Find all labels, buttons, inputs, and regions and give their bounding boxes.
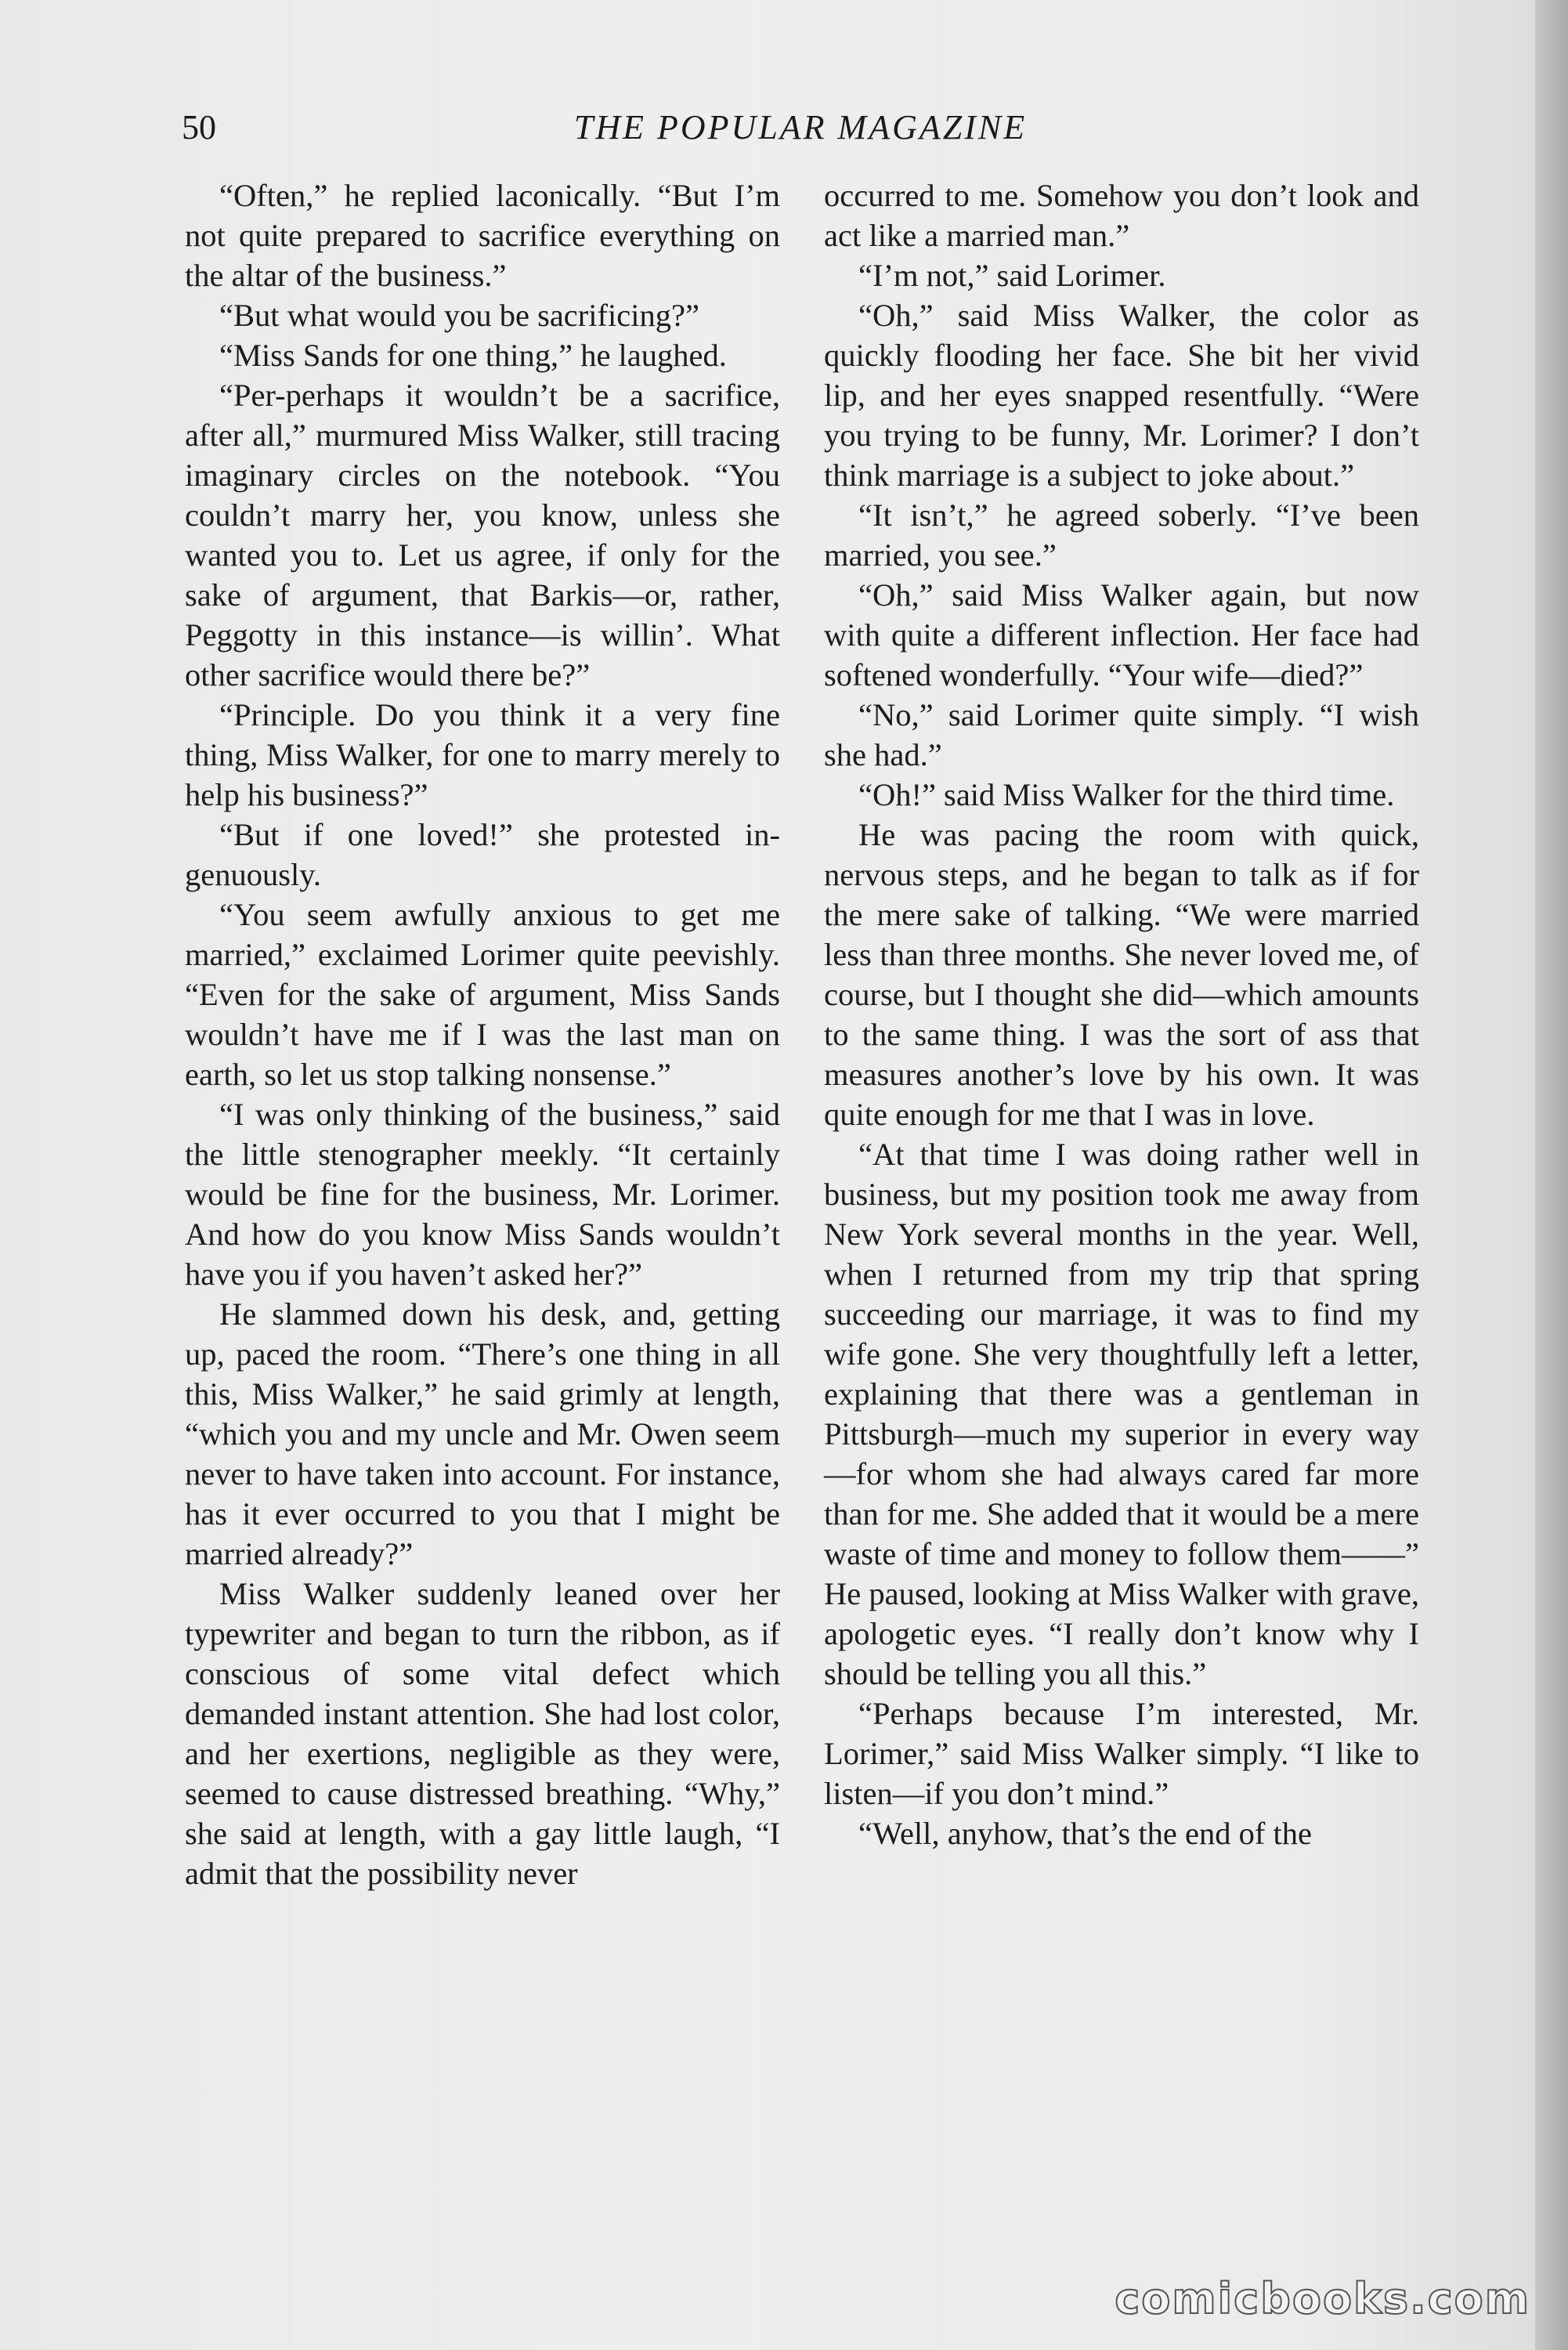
paragraph: He was pacing the room with quick, nervous steps, and he began to talk as if for the mere sake of talking. “We were married less than three months. She never loved me, of course, but I thought she did—which amounts to the same thing. I was the sort of ass that measures another’s love by his own. It was quite enough for me that I was in love. xyxy=(824,817,1419,1132)
page-number: 50 xyxy=(182,108,216,146)
running-title: THE POPULAR MAGAZINE xyxy=(573,108,1028,146)
paragraph: Miss Walker suddenly leaned over her typewriter and began to turn the ribbon, as if conscious of some vital defect which demanded instant attention. She had lost color, and her exertions, negligible as they were, seemed to cause distressed breathing. “Why,” she said at length, with a gay little laugh, “I admit that the possibility never xyxy=(185,1576,780,1891)
paragraph: “Well, anyhow, that’s the end of the xyxy=(858,1816,1312,1851)
page-header xyxy=(182,100,1419,155)
paragraph: “But if one loved!” she protested ingenuously. xyxy=(185,817,780,892)
paragraph: “But what would you be sacrificing?” xyxy=(219,298,699,333)
paragraph: “Oh!” said Miss Walker for the third time. xyxy=(858,777,1395,812)
page-edge-shadow xyxy=(1535,0,1568,2350)
right-column xyxy=(824,175,1419,1853)
paragraph: “Oh,” said Miss Walker again, but now with quite a different inflection. Her face had softened wonderfully. “Your wife—died?” xyxy=(824,577,1419,692)
paragraph: “Perhaps because I’m interested, Mr. Lorimer,” said Miss Walker simply. “I like to listen—if you don’t mind.” xyxy=(824,1696,1419,1811)
paragraph: “I was only thinking of the business,” said the little stenographer meekly. “It certainly would be fine for the business, Mr. Lorimer. And how do you know Miss Sands wouldn’t have you if you haven’t asked her?” xyxy=(185,1097,780,1292)
paragraph: “It isn’t,” he agreed soberly. “I’ve been married, you see.” xyxy=(824,497,1419,573)
paragraph: “Per-perhaps it wouldn’t be a sacrifice, after all,” murmured Miss Walker, still tracing imaginary circles on the notebook. “You couldn’t marry her, you know, unless she wanted you to. Let us agree, if only for the sake of argument, that Barkis—or, rather, Peggotty in this instance—is willin’. What other sacrifice would there be?” xyxy=(185,378,780,692)
paragraph: “No,” said Lorimer quite simply. “I wish she had.” xyxy=(824,697,1419,772)
paragraph-continuation: occurred to me. Somehow you don’t look and act like a married man.” xyxy=(824,178,1419,253)
paragraph: “Oh,” said Miss Walker, the color as quickly flooding her face. She bit her vivid lip, and her eyes snapped resentfully. “Were you trying to be funny, Mr. Lorimer? I don’t think marriage is a subject to joke about.” xyxy=(824,298,1419,493)
paragraph: “Miss Sands for one thing,” he laughed. xyxy=(219,338,727,373)
left-column xyxy=(185,175,780,1893)
paragraph: He slammed down his desk, and, getting up, paced the room. “There’s one thing in all this, Miss Walker,” he said grimly at length, “which you and my uncle and Mr. Owen seem never to have taken into account. For instance, has it ever occurred to you that I might be married already?” xyxy=(185,1296,780,1571)
paragraph: “Often,” he replied laconically. “But I’m not quite prepared to sacrifice everything on the altar of the business.” xyxy=(185,178,780,293)
paragraph: “Principle. Do you think it a very fine thing, Miss Walker, for one to marry merely to help his business?” xyxy=(185,697,780,812)
paragraph: “I’m not,” said Lorimer. xyxy=(858,258,1166,293)
watermark: comicbooks.com xyxy=(1115,2274,1530,2323)
paragraph: “You seem awfully anxious to get me married,” exclaimed Lorimer quite peevishly. “Even for the sake of argument, Miss Sands wouldn’t have me if I was the last man on earth, so let us stop talking nonsense.” xyxy=(185,897,780,1092)
paragraph: “At that time I was doing rather well in business, but my position took me away from New York several months in the year. Well, when I returned from my trip that spring succeeding our marriage, it was to find my wife gone. She very thoughtfully left a letter, explaining that there was a gentleman in Pittsburgh—much my superior in every way—for whom she had always cared far more than for me. She added that it would be a mere waste of time and money to follow them——” He paused, looking at Miss Walker with grave, apologetic eyes. “I really don’t know why I should be telling you all this.” xyxy=(824,1137,1419,1691)
